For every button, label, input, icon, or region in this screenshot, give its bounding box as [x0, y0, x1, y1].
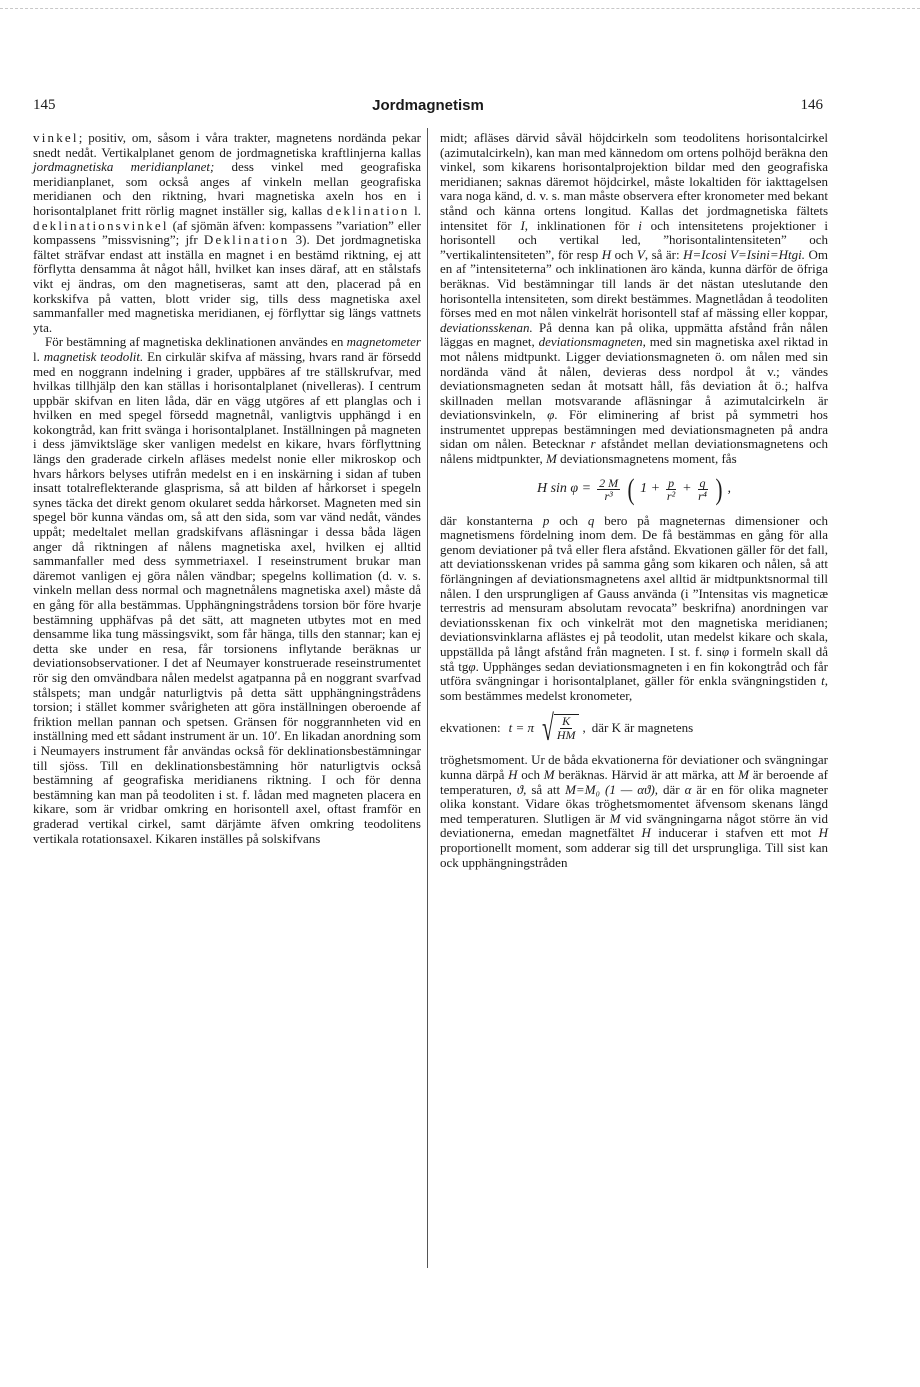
- text-run: , så är:: [644, 246, 684, 262]
- radical-sign: √: [542, 708, 554, 749]
- denominator: r³: [604, 489, 613, 504]
- italic-term: deviationsmagneten,: [538, 334, 646, 350]
- math-symbol: H: [641, 825, 651, 841]
- math-symbol: ϑ: [516, 781, 524, 797]
- close-paren: ): [715, 472, 723, 506]
- text-run: midt; afläses därvid såväl höjdcirkeln som teodolitens horisontalcirkel (azimutalcirkeln), kan man med kännedom om ortens polhöjd beräkna den vinkel, som kikarens horisontalprojektion bildar med den geografiska meridianen; saknas däremot höjdcirkel, måste lokaltiden för iakttagelsen vara noga känd, d. v. s. man måste observera efter kronometer med bekant stånd och känna ortens longitud. Kallas det jordmagnetiska fältets intensitet för: [440, 130, 828, 233]
- italic-term: deviationsskenan.: [440, 319, 533, 335]
- deviation-formula: [440, 470, 828, 510]
- right-column: [440, 131, 828, 870]
- text-run: dess vinkel med geografiska meridianplanet, som också anges af vinkeln mellan geografiska meridianen och den riktning, hvari magnetiska axeln hos en i horisontalplanet fritt rörlig magnet inställer sig, kallas: [33, 159, 421, 218]
- math-symbol: p: [542, 512, 550, 528]
- math-symbol: H: [508, 766, 518, 782]
- text-run: tröghetsmoment. Ur de båda ekvationerna för deviationer och svängningar kunna därpå: [440, 752, 828, 782]
- denominator: HM: [556, 728, 576, 743]
- right-paragraph-1: [440, 131, 828, 467]
- math-symbol: q: [587, 512, 595, 528]
- column-divider: [427, 128, 428, 1268]
- math-symbol: M: [543, 766, 555, 782]
- text-run: l.: [409, 202, 421, 218]
- math-symbol: I: [520, 217, 525, 233]
- text-run: För bestämning af magnetiska deklinationen användes en: [45, 334, 347, 350]
- text-run: Om en af ”intensiteterna” och inklinationen äro kända, kunna därför de öfriga beräknas. Vid bestämningar till lands är det nästan uteslutande den horisontella intensiteten, som direkt bestämmes. Magnetlådan å teodoliten förses med en mot nålen vinkelrät horisontell staf af mässing eller koppar,: [440, 246, 829, 321]
- spaced-term: deklination: [326, 202, 410, 218]
- text-run: deviationsmagnetens moment, fås: [556, 451, 737, 467]
- italic-term: jordmagnetiska meridianplanet;: [33, 159, 215, 175]
- text-run: . För eliminering af brist på symmetri hos instrumentet upprepas bestämningen med deviationsmagneten på andra sidan om nålen. Betecknar: [440, 407, 828, 452]
- oscillation-formula: [440, 707, 828, 749]
- math-symbol: φ: [547, 407, 555, 423]
- text-run: beräknas. Härvid är att märka, att: [554, 766, 739, 782]
- formula-term: 1 +: [640, 481, 661, 497]
- right-paragraph-3: [440, 753, 828, 870]
- text-run: och: [611, 246, 637, 262]
- text-run: i formeln skall då stå tg: [440, 644, 829, 674]
- text-run: och intensitetens projektioner i horisontell och vertikal led, ”horisontalintensiteten” och ”vertikalintensiteten”, för resp: [440, 217, 828, 262]
- math-symbol: α: [684, 781, 692, 797]
- top-scan-rule: [0, 8, 920, 9]
- text-run: är beroende af temperaturen,: [440, 766, 828, 797]
- formula-punct: ,: [727, 481, 732, 497]
- left-paragraph-1: [33, 131, 421, 335]
- math-symbol: t: [821, 673, 825, 689]
- math-symbol: i: [638, 217, 642, 233]
- text-run: . Upphänges sedan deviationsmagneten i en fin kokongtråd och får utföra svängningar i horisontalplanet, gäller för enkla svängningstiden: [440, 658, 828, 689]
- math-symbol: V: [636, 246, 645, 262]
- spaced-term: vinkel: [33, 130, 79, 145]
- cross-reference: Deklination: [203, 232, 290, 248]
- text-run: En cirkulär skifva af mässing, hvars rand är försedd med en noggrann indelning i grader, uppbäres af tre ställskrufvar, med hvilkas tillhjälp den kan ställas i horisontalplanet (nivelleras). I centrum uppbär skifvan en liten låda, där en vägg utgöres af ett planglas och i hvilken en med spegel försedd magnetnål, vanligtvis upphängd i en kokongtråd, kan fritt svänga i horisontalplanet. Inställningen på magneten i dess jämviktsläge sker vanligen medelst en kikare, hvars förflyttning längs den graderade cirkeln afläses medelst nonie eller mikroskop och hvars hårkors belyses utifrån medelst en i en inskärning i sidan af tuben insatt totalreflekterande glasprisma, så att bilden af hårkorset i spegeln synes täcka det direkt genom okularet sedda hårkorset. Magneten med sin spegel bör kunna vändas om, så att den sida, som var vänd nedåt, vändes uppåt; medeltalet mellan gradskifvans afläsningar i dessa båda lägen anger då riktningen af nålens magnetiska axel, hvilken ej alltid sammanfaller med dess symmetriaxel. I reseinstrument brukar man däremot vanligen ej göra nålen vändbar; spegelns kollimation (d. v. s. vinkeln mellan dess normal och magnetnålens magnetiska axel) måste då en gång för alla bestämmas. Upphängningstrådens torsion bör före hvarje bestämning upphäfvas på det sätt, att magneten utbytes mot en med densamme lika tung mässingsvikt, som får hänga, tills den stannar; kan ej detta ske under en resa, får torsionens inflytande beräknas ur deviationsobservationer. I det af Neumayer konstruerade reseinstrumentet rör sig den omvändbara nålen medelst agatpanna på en noggrant svarfvad stålspets; man undgår naturligtvis på detta sätt upphängningstrådens torsion; i stället kommer svårigheten att göra inställningen oberoende af friktion mellan pannan och spetsen. Gränsen för noggrannheten vid en inställning med ett sådant instrument är un. 10′. En likadan anordning som i Neumayers instrument får användas också för deklinationsbestämningar till sjöss. Till en deklinationsbestämning hör naturligtvis också bestämning af geografiska meridianens riktning. I och för denna bestämning kan man på teodoliten i st. f. lådan med magneten placera en kikare, som är vridbar omkring en horisontell axel, oftast framför en graderad vertikal cirkel, samt därjämte äfven omkring teodolitens vertikala rotationsaxel. Kikaren inställes på solskifvans: [33, 348, 421, 846]
- inline-equation: M=M₀ (1 — αϑ),: [565, 781, 659, 797]
- denominator: r⁴: [698, 489, 707, 504]
- text-run: bero på magneternas dimensioner och magnetismens fördelning inom dem. De få bestämmas en gång för alla genom deviationer på två eller flera afstånd. Ekvationen gäller för det fall, att deviationsskenan vrides på samma gång som kikaren och nålen, så att förlängningen af deviationsmagnetens axel alltid är midtpunktsnormal till nålen. I den ursprungligen af Gauss använda (i ”Intensitas vis magneticæ terrestris ad mensuram absolutam revocata” beskrifna) anordningen var deviationsskenan fix och vinkelrät mot den magnetiska meridianen; deviationsvinklarna aflästes ej på teodolit, utan medelst kikare och skala, uppställda på långt afstånd från magneten. I st. f. sin: [440, 512, 828, 659]
- text-run: ; positiv, om, såsom i våra trakter, magnetens nordända pekar snedt nedåt. Vertikalplanet genom de jordmagnetiska kraftlinjerna kallas: [33, 130, 421, 160]
- math-symbol: φ: [468, 658, 476, 674]
- square-root: [538, 708, 578, 749]
- math-symbol: H: [601, 246, 612, 262]
- text-run: l.: [33, 348, 44, 364]
- math-symbol: r: [590, 436, 596, 452]
- italic-term: magnetisk teodolit.: [43, 348, 144, 364]
- math-symbol: φ: [721, 644, 730, 659]
- text-run: där konstanterna: [440, 512, 543, 528]
- text-run: , inklinationen för: [524, 217, 639, 233]
- formula-trailing-text: där K är magnetens: [591, 720, 694, 736]
- inline-equation: H=Icosi V=Isini=Htgi.: [683, 246, 806, 262]
- spaced-term: deklinationsvinkel: [33, 217, 169, 233]
- numerator: q: [699, 476, 706, 491]
- left-column: [33, 131, 421, 846]
- page-header: [33, 97, 823, 119]
- formula-lhs: t = π: [508, 720, 535, 736]
- formula-term: +: [682, 481, 692, 497]
- text-run: där: [658, 781, 685, 797]
- numerator: p: [668, 476, 675, 491]
- text-run: 3). Det jordmagnetiska fältet sträfvar endast att inställa en magnet i en bestämd riktning, ej att förflytta densamma åt något håll, hvilket kan inses däraf, att en stålstafs vikt ej ändras, om den magnetiseras, samt att den, placerad på en korkskifva på vatten, blott vrider sig, tills dess magnetiska axel sammanfaller med magnetiska meridianen, ej förflyttar sig längs vattnets yta.: [33, 232, 421, 335]
- right-paragraph-2: [440, 514, 828, 704]
- left-paragraph-2: [33, 335, 421, 846]
- text-run: med sin magnetiska axel riktad in mot nålens midtpunkt. Ligger deviationsmagneten ö. om nålen med sin nordända vänd åt nålen, devieras dess nordpol åt v.; vändes deviationsmagneten sedan åt motsatt håll, fås deviation åt ö.; halfva skillnaden mellan motsvarande afläsningar å azimutalcirkeln är deviationsvinkeln,: [440, 334, 829, 423]
- text-run: På denna kan på olika, uppmätta afstånd från nålen läggas en magnet,: [440, 319, 828, 350]
- numerator: 2 M: [599, 476, 619, 491]
- running-title: Jordmagnetism: [372, 97, 484, 114]
- text-run: och: [549, 512, 588, 528]
- math-symbol: M: [546, 451, 557, 467]
- italic-term: magnetometer: [346, 334, 421, 350]
- fraction: [597, 477, 620, 502]
- open-paren: (: [627, 472, 635, 506]
- fraction: [666, 477, 676, 502]
- math-symbol: M: [609, 810, 621, 826]
- text-run: är en för olika magneter olika konstant. Vidare ökas tröghetsmomentet äfvensom skenans längd med temperaturen. Slutligen är: [440, 781, 829, 826]
- formula-intro: ekvationen:: [440, 720, 501, 736]
- fraction: [698, 477, 708, 502]
- text-run: afståndet mellan deviationsmagnetens och nålens midtpunkter,: [440, 436, 828, 467]
- denominator: r²: [666, 489, 676, 504]
- page-number-right: 146: [800, 97, 823, 113]
- numerator: K: [562, 714, 571, 729]
- text-run: , som bestämmes medelst kronometer,: [440, 673, 828, 703]
- text-run: proportionellt moment, som adderar sig till det ursprungliga. Till sist kan ock upphängningstråden: [440, 839, 828, 870]
- math-symbol: M: [738, 766, 749, 782]
- text-run: och: [517, 766, 544, 782]
- text-run: vid svängningarna något större än vid deviationerna, emedan magnetfältet: [440, 810, 828, 841]
- text-run: (af sjömän äfven: kompassens ”variation” eller kompassens ”missvisning”; jfr: [33, 217, 421, 248]
- text-run: , så att: [523, 781, 566, 797]
- formula-lhs: H sin φ =: [536, 481, 592, 497]
- page-number-left: 145: [33, 97, 56, 113]
- formula-punct: ,: [582, 720, 586, 736]
- radicand: [554, 714, 579, 742]
- text-run: inducerar i stafven ett mot: [650, 825, 819, 841]
- math-symbol: H: [818, 825, 828, 841]
